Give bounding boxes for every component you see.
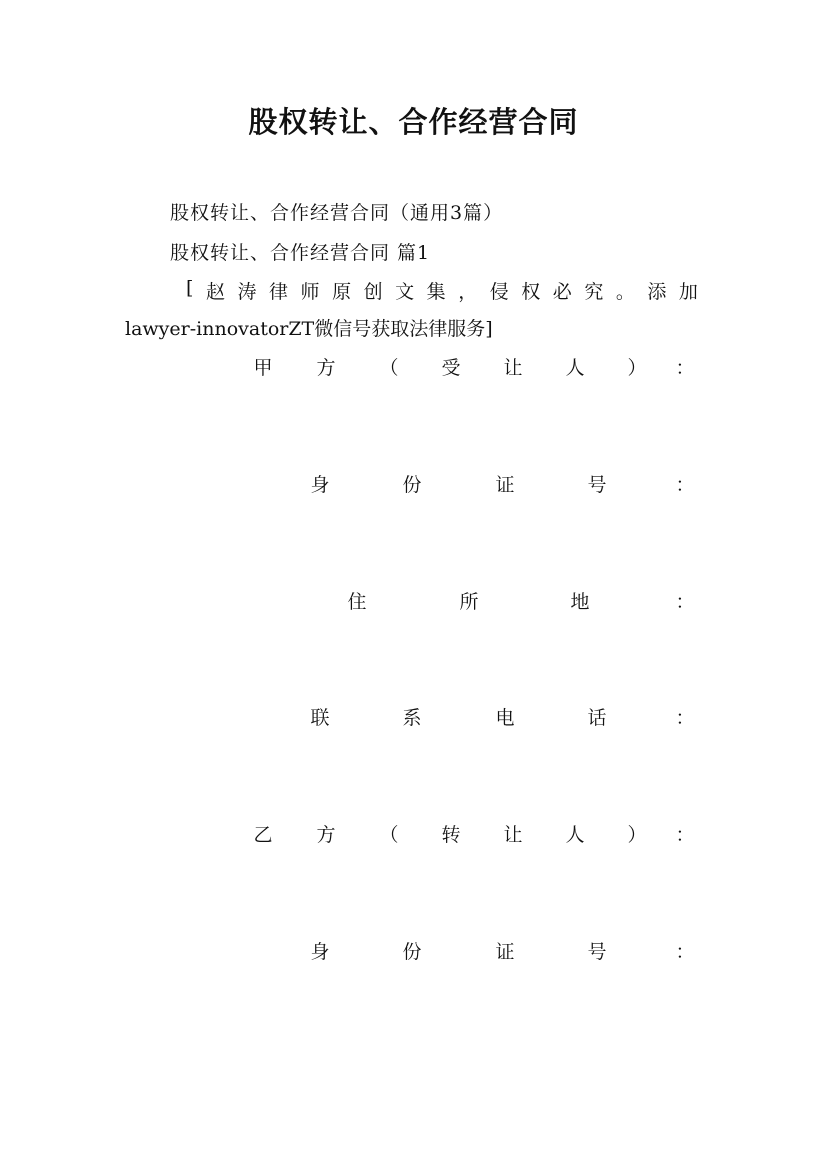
field-char: 身 [310,941,330,963]
field-char: 身 [310,474,330,496]
field-char: ） [627,357,647,379]
field-char: 人 [565,824,585,846]
field-party-b-id [0,937,827,963]
field-char: 联 [310,707,330,729]
field-char: 号 [587,474,607,496]
field-char: ： [675,474,695,496]
note-char: 权 [521,281,541,303]
field-char: 方 [316,824,336,846]
copyright-note-line-2: lawyer-innovatorZT微信号获取法律服务] [125,318,493,340]
field-char: 份 [402,941,422,963]
field-char: 系 [402,707,422,729]
field-party-a-id [0,470,827,496]
field-char: 住 [347,591,367,613]
field-char: 话 [587,707,607,729]
note-char: [ [186,277,194,299]
field-char: 受 [441,357,461,379]
field-char: 方 [316,357,336,379]
field-char: 让 [503,824,523,846]
note-char: 涛 [237,281,257,303]
note-char: 原 [332,281,352,303]
field-char: ） [627,824,647,846]
field-char: （ [379,357,399,379]
field-party-b [0,820,827,846]
note-char: 集 [426,281,446,303]
note-char: 赵 [205,281,225,303]
field-char: 所 [459,591,479,613]
section-heading: 股权转让、合作经营合同 篇1 [170,242,431,264]
note-char: ， [458,281,478,303]
field-char: ： [675,357,695,379]
note-char: 侵 [489,281,509,303]
field-char: 电 [495,707,515,729]
field-char: ： [675,707,695,729]
field-char: 人 [565,357,585,379]
note-char: 文 [395,281,415,303]
field-party-a-phone [0,703,827,729]
note-char: 师 [300,281,320,303]
field-char: 号 [587,941,607,963]
field-char: （ [379,824,399,846]
field-char: 乙 [253,824,273,846]
document-subtitle: 股权转让、合作经营合同（通用3篇） [170,202,504,224]
note-char: 律 [269,281,289,303]
field-char: ： [675,591,695,613]
field-char: 转 [441,824,461,846]
note-char: 添 [647,281,667,303]
document-title: 股权转让、合作经营合同 [248,105,579,139]
note-char: 必 [552,281,572,303]
field-char: 甲 [253,357,273,379]
field-party-a [0,353,827,379]
note-char: 。 [615,281,635,303]
note-char: 究 [584,281,604,303]
note-char: 加 [678,281,698,303]
field-char: 份 [402,474,422,496]
field-party-a-address [0,587,827,613]
field-char: 证 [495,941,515,963]
field-char: ： [675,941,695,963]
copyright-note-line-1 [186,277,698,304]
field-char: 证 [495,474,515,496]
field-char: 地 [570,591,590,613]
field-char: 让 [503,357,523,379]
field-char: ： [675,824,695,846]
note-char: 创 [363,281,383,303]
